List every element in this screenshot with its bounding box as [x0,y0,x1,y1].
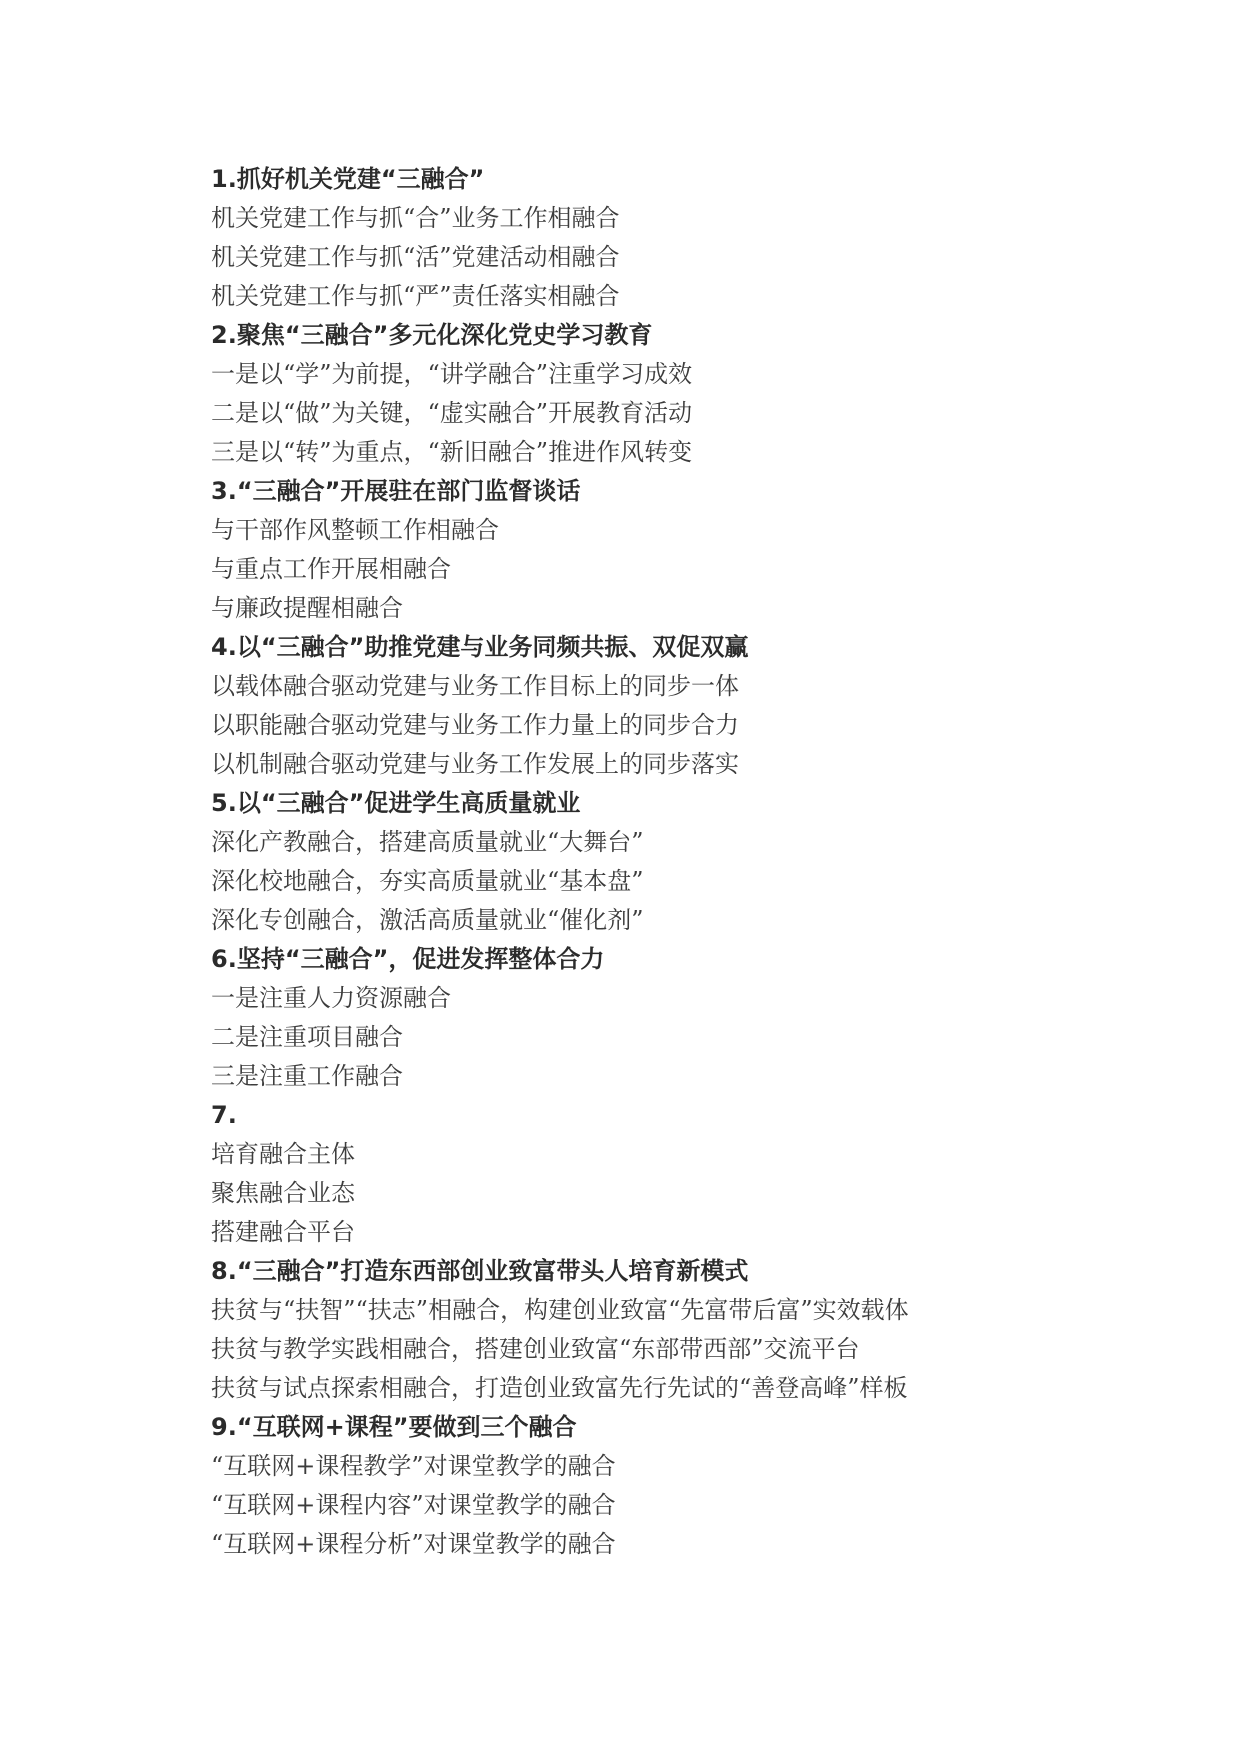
section-heading: 4.以“三融合”助推党建与业务同频共振、双促双赢 [211,633,749,661]
section-item: 机关党建工作与抓“活”党建活动相融合 [211,243,620,271]
section-4 [211,628,1191,784]
section-item: 二是以“做”为关键，“虚实融合”开展教育活动 [211,399,693,427]
section-item: 以职能融合驱动党建与业务工作力量上的同步合力 [211,711,739,739]
section-item: 扶贫与教学实践相融合，搭建创业致富“东部带西部”交流平台 [211,1335,860,1363]
section-item: “互联网+课程教学”对课堂教学的融合 [211,1452,616,1480]
section-item: 一是注重人力资源融合 [211,984,451,1012]
section-item: 搭建融合平台 [211,1218,355,1246]
section-item: 与干部作风整顿工作相融合 [211,516,499,544]
section-item: 深化校地融合，夯实高质量就业“基本盘” [211,867,644,895]
section-item: 与重点工作开展相融合 [211,555,451,583]
section-item: “互联网+课程分析”对课堂教学的融合 [211,1530,616,1558]
section-heading: 8.“三融合”打造东西部创业致富带头人培育新模式 [211,1257,749,1285]
section-item: 聚焦融合业态 [211,1179,355,1207]
section-6 [211,940,1191,1096]
section-item: 一是以“学”为前提，“讲学融合”注重学习成效 [211,360,693,388]
section-2 [211,316,1191,472]
section-item: 三是以“转”为重点，“新旧融合”推进作风转变 [211,438,693,466]
section-heading: 1.抓好机关党建“三融合” [211,165,485,193]
section-heading: 7. [211,1101,237,1129]
section-heading: 9.“互联网+课程”要做到三个融合 [211,1413,577,1441]
section-heading: 3.“三融合”开展驻在部门监督谈话 [211,477,581,505]
section-item: 以载体融合驱动党建与业务工作目标上的同步一体 [211,672,739,700]
section-item: 二是注重项目融合 [211,1023,403,1051]
section-item: 深化专创融合，激活高质量就业“催化剂” [211,906,644,934]
section-8 [211,1252,1191,1408]
section-item: “互联网+课程内容”对课堂教学的融合 [211,1491,616,1519]
section-heading: 5.以“三融合”促进学生高质量就业 [211,789,581,817]
section-9 [211,1408,1191,1564]
section-item: 扶贫与试点探索相融合，打造创业致富先行先试的“善登高峰”样板 [211,1374,908,1402]
section-item: 机关党建工作与抓“合”业务工作相融合 [211,204,620,232]
section-7 [211,1096,1191,1252]
section-5 [211,784,1191,940]
section-item: 以机制融合驱动党建与业务工作发展上的同步落实 [211,750,739,778]
section-heading: 6.坚持“三融合”，促进发挥整体合力 [211,945,605,973]
section-item: 深化产教融合，搭建高质量就业“大舞台” [211,828,644,856]
section-1 [211,160,1191,316]
section-3 [211,472,1191,628]
document-page [211,160,1191,1564]
section-item: 三是注重工作融合 [211,1062,403,1090]
section-item: 扶贫与“扶智”“扶志”相融合，构建创业致富“先富带后富”实效载体 [211,1296,909,1324]
section-item: 培育融合主体 [211,1140,355,1168]
section-item: 与廉政提醒相融合 [211,594,403,622]
section-heading: 2.聚焦“三融合”多元化深化党史学习教育 [211,321,653,349]
section-item: 机关党建工作与抓“严”责任落实相融合 [211,282,620,310]
